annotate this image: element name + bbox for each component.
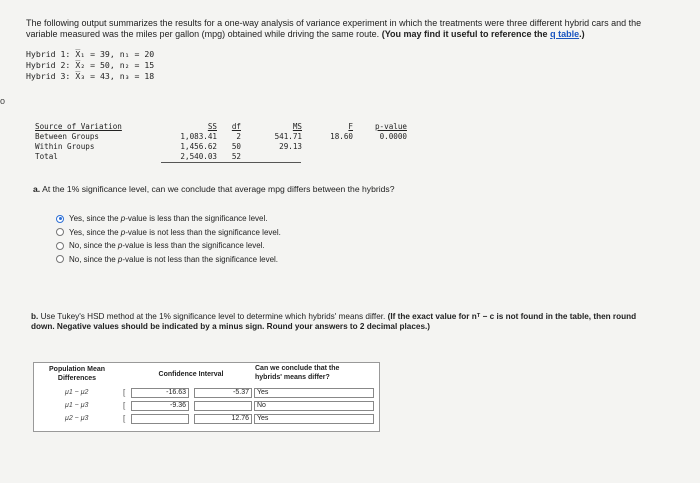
anova-f-column — [321, 122, 353, 142]
anova-ms-within: 29.13 — [279, 142, 302, 151]
option-2[interactable] — [56, 226, 281, 240]
anova-ss-between: 1,083.41 — [180, 132, 217, 141]
question-a-options — [56, 212, 281, 266]
question-b — [31, 312, 641, 332]
row-1-lower-input[interactable]: -16.63 — [131, 388, 189, 398]
hybrid-row-2: Hybrid 2: X̅₂ = 50, n₂ = 15 — [26, 60, 155, 70]
anova-df-column — [223, 122, 241, 162]
anova-ss-within: 1,456.62 — [180, 142, 217, 151]
row-1-pair: μ1 − μ2 — [65, 389, 89, 396]
row-2-conclusion-select[interactable]: No — [254, 401, 374, 411]
radio-icon[interactable] — [56, 228, 64, 236]
row-3-lower-input[interactable] — [131, 414, 189, 424]
q-table-link[interactable]: q table — [550, 29, 580, 39]
anova-header-f: F — [348, 122, 353, 131]
question-a-prefix: a. — [33, 184, 41, 194]
radio-selected-icon[interactable] — [56, 215, 64, 223]
row-1-conclusion-select[interactable]: Yes — [254, 388, 374, 398]
anova-df-total: 52 — [231, 152, 241, 161]
intro-paragraph — [26, 18, 666, 40]
radio-icon[interactable] — [56, 255, 64, 263]
anova-header-ss: SS — [207, 122, 217, 131]
hybrid-row-1: Hybrid 1: X̅₁ = 39, n₁ = 20 — [26, 49, 155, 59]
question-a-text: At the 1% significance level, can we conclude that average mpg differs between the hybrids? — [42, 184, 395, 194]
row-1-upper-input[interactable]: -5.37 — [194, 388, 252, 398]
intro-text: The following output summarizes the results for a one-way analysis of variance experiment in which the treatments were three different hybrid cars and the variable measured was the miles per gallon (mpg) obtained while driving the same route. — [26, 18, 642, 39]
anova-header-ms: MS — [292, 122, 302, 131]
anova-ms-column — [260, 122, 302, 152]
question-b-prefix: b. — [31, 312, 39, 321]
option-4-label: No, since the p-value is not less than the significance level. — [69, 254, 279, 264]
anova-ms-between: 541.71 — [274, 132, 302, 141]
question-b-instructions: (If the exact value for nᵀ − c is not found in the table, then round down. Negative values should be indicated by a minus sign. Round your answers to 2 decimal places.) — [31, 312, 637, 331]
anova-p-between: 0.0000 — [379, 132, 407, 141]
anova-p-column — [365, 122, 407, 142]
anova-ss-total: 2,540.03 — [180, 152, 217, 161]
row-2-pair: μ1 − μ3 — [65, 402, 89, 409]
option-1-label: Yes, since the p-value is less than the significance level. — [69, 214, 268, 223]
option-3[interactable] — [56, 239, 281, 253]
header-conclude: Can we conclude that the hybrids' means differ? — [255, 365, 340, 381]
anova-total-rule — [161, 162, 301, 163]
option-4[interactable] — [56, 253, 281, 267]
question-content — [26, 18, 666, 82]
radio-icon[interactable] — [56, 242, 64, 250]
row-3-upper-input[interactable]: 12.76 — [194, 414, 252, 424]
row-2-lower-input[interactable]: -9.36 — [131, 401, 189, 411]
anova-df-within: 50 — [231, 142, 241, 151]
anova-header-source: Source of Variation — [35, 122, 122, 131]
row-2-upper-input[interactable] — [194, 401, 252, 411]
bracket-icon: [ — [123, 401, 126, 410]
row-3-pair: μ2 − μ3 — [65, 415, 89, 422]
row-3-conclusion-select[interactable]: Yes — [254, 414, 374, 424]
question-b-text: Use Tukey's HSD method at the 1% significance level to determine which hybrids' means differ. — [40, 312, 386, 321]
anova-header-p: p-value — [374, 122, 407, 131]
bracket-icon: [ — [123, 388, 126, 397]
anova-source-total: Total — [35, 152, 58, 161]
reference-note: (You may find it useful to reference the q table.) — [381, 29, 585, 39]
anova-header-df: df — [231, 122, 241, 131]
edge-mark: o — [0, 96, 6, 106]
header-confidence-interval: Confidence Interval — [158, 371, 224, 378]
option-2-label: Yes, since the p-value is not less than the significance level. — [69, 227, 281, 237]
hybrid-summary — [26, 49, 666, 82]
anova-source-between: Between Groups — [35, 132, 100, 141]
hybrid-row-3: Hybrid 3: X̅₃ = 43, n₃ = 18 — [26, 71, 155, 81]
option-1[interactable] — [56, 212, 281, 226]
bracket-icon: [ — [123, 414, 126, 423]
anova-source-column — [35, 122, 122, 162]
anova-f-between: 18.60 — [330, 132, 353, 141]
header-pair: Population Mean Differences — [49, 366, 105, 382]
question-a — [33, 184, 395, 194]
anova-df-between: 2 — [236, 132, 241, 141]
anova-ss-column — [161, 122, 217, 162]
anova-source-within: Within Groups — [35, 142, 95, 151]
option-3-label: No, since the p-value is less than the significance level. — [69, 241, 265, 250]
